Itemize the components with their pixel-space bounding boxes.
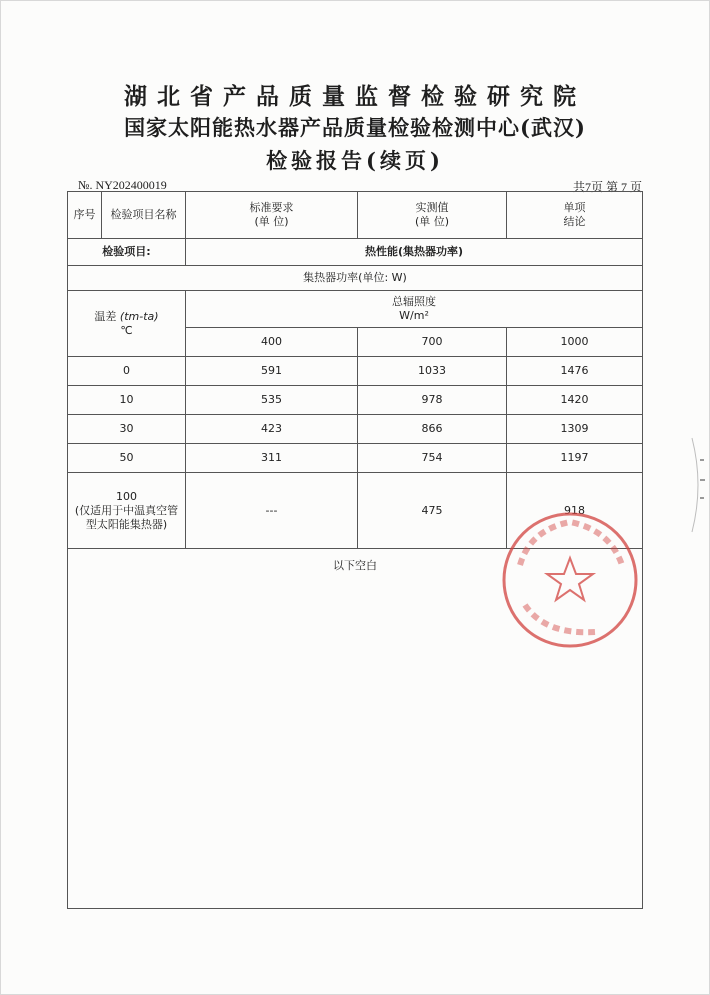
item-row: [68, 239, 643, 266]
report-number: №. NY202400019: [78, 178, 167, 192]
col-header-measured: [358, 192, 507, 239]
power-cell: 1309: [507, 415, 643, 444]
power-cell: 1476: [507, 357, 643, 386]
temp-diff-cell: 50: [68, 444, 186, 473]
col-header-requirement: [186, 192, 358, 239]
col-header-item: 检验项目名称: [102, 192, 186, 239]
temp-diff-formula: (tm-ta): [119, 309, 159, 323]
temp-diff-cell: [68, 473, 186, 549]
center-title: 国家太阳能热水器产品质量检验检测中心(武汉): [124, 115, 586, 140]
table-row: [68, 444, 643, 473]
institute-title: 湖北省产品质量监督检验研究院: [124, 83, 586, 110]
irradiance-header: [186, 291, 643, 328]
table-row: [68, 415, 643, 444]
measured-unit: (单 位): [414, 215, 450, 228]
item-value: 热性能(集热器功率): [186, 239, 643, 266]
table-header-row: [68, 192, 643, 239]
power-cell: 866: [358, 415, 507, 444]
conclusion-label-2: 结论: [563, 215, 586, 228]
conclusion-label: 单项: [563, 201, 586, 214]
irradiance-value: 400: [186, 328, 358, 357]
blank-note: 以下空白: [68, 549, 643, 909]
temp-diff-label: 温差: [94, 309, 117, 323]
temp-diff-cell: 10: [68, 386, 186, 415]
power-cell: 475: [358, 473, 507, 549]
irradiance-header-row: [68, 291, 643, 328]
irradiance-value: 1000: [507, 328, 643, 357]
temp-diff-header: [68, 291, 186, 357]
binding-edge-mark: [670, 430, 710, 540]
measured-label: 实测值: [415, 201, 449, 214]
power-cell: 1033: [358, 357, 507, 386]
power-cell: ---: [186, 473, 358, 549]
temp-diff-cell: 30: [68, 415, 186, 444]
table-row: [68, 357, 643, 386]
irradiance-value: 700: [358, 328, 507, 357]
item-label: 检验项目:: [68, 239, 186, 266]
col-header-seq: 序号: [68, 192, 102, 239]
power-title: 集热器功率(单位: W): [68, 266, 643, 291]
temp-diff-unit: ℃: [120, 323, 133, 337]
power-cell: 1197: [507, 444, 643, 473]
applicability-note: (仅适用于中温真空管型太阳能集热器): [74, 503, 179, 531]
irradiance-label: 总辐照度: [392, 295, 436, 308]
power-cell: 918: [507, 473, 643, 549]
power-cell: 1420: [507, 386, 643, 415]
temp-diff-value: 100: [116, 489, 137, 503]
power-title-row: [68, 266, 643, 291]
col-header-conclusion: [507, 192, 643, 239]
table-row: [68, 386, 643, 415]
company-seal-stamp: [500, 510, 640, 650]
page-indicator: 共7页 第 7 页: [572, 180, 642, 194]
temp-diff-cell: 0: [68, 357, 186, 386]
power-cell: 978: [358, 386, 507, 415]
power-cell: 311: [186, 444, 358, 473]
power-cell: 423: [186, 415, 358, 444]
requirement-unit: (单 位): [254, 215, 289, 228]
requirement-label: 标准要求: [249, 201, 294, 214]
power-cell: 535: [186, 386, 358, 415]
report-title: 检验报告(续页): [266, 148, 444, 173]
power-cell: 591: [186, 357, 358, 386]
irradiance-unit: W/m²: [399, 309, 429, 322]
power-cell: 754: [358, 444, 507, 473]
